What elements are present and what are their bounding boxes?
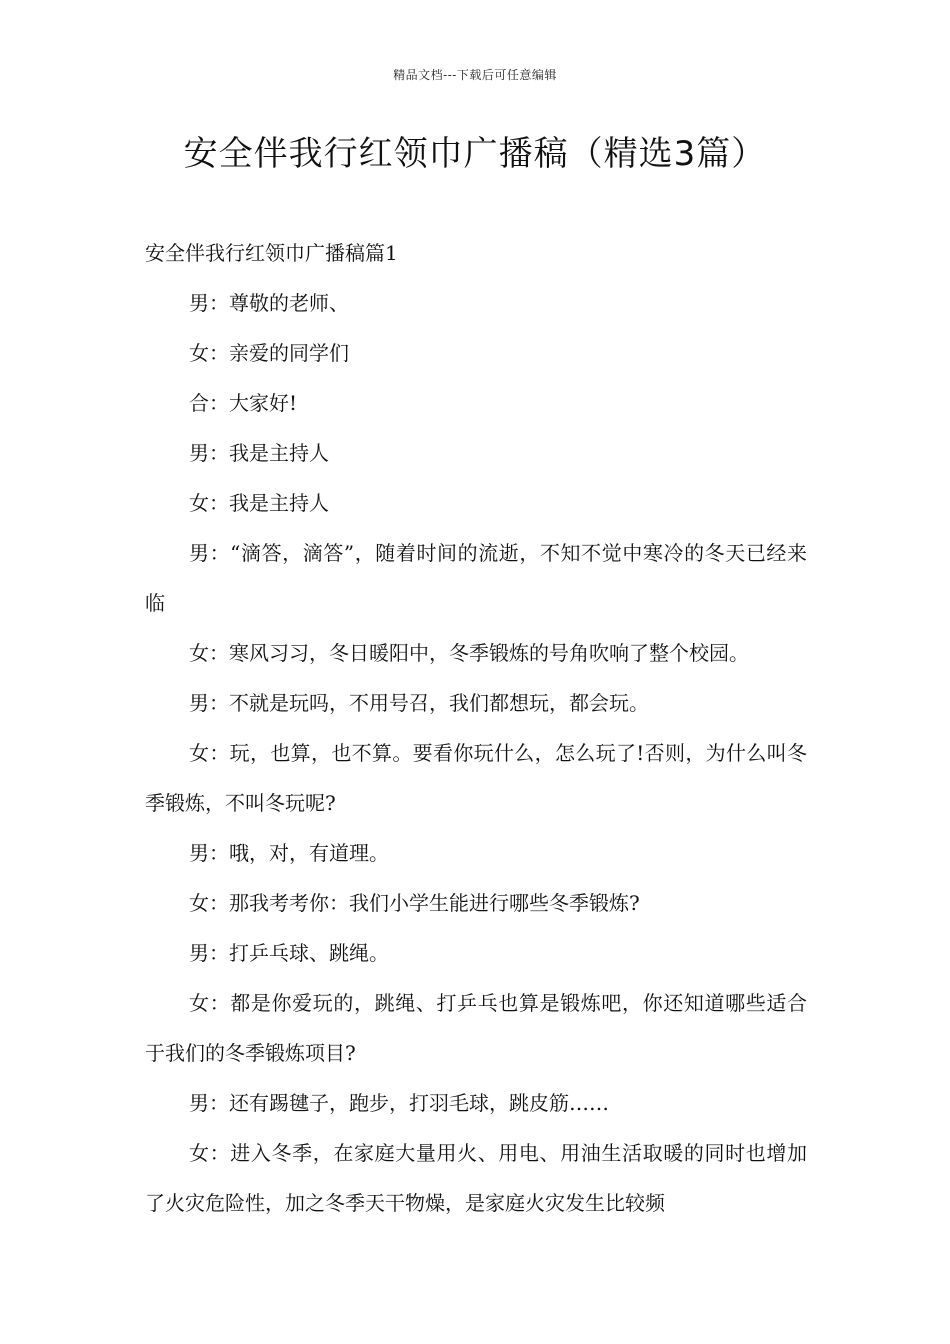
paragraph: 女：亲爱的同学们 xyxy=(189,341,349,365)
paragraph: 男：打乒乓球、跳绳。 xyxy=(189,941,389,965)
paragraph: 女：都是你爱玩的，跳绳、打乒乓也算是锻炼吧，你还知道哪些适合于我们的冬季锻炼项目? xyxy=(145,991,807,1065)
section-heading: 安全伴我行红领巾广播稿篇1 xyxy=(145,241,398,265)
paragraph: 女：进入冬季，在家庭大量用火、用电、用油生活取暖的同时也增加了火灾危险性，加之冬季天干物燥，是家庭火灾发生比较频 xyxy=(145,1141,807,1215)
paragraph: 合：大家好! xyxy=(189,391,298,415)
paragraph: 女：寒风习习，冬日暖阳中，冬季锻炼的号角吹响了整个校园。 xyxy=(189,641,749,665)
paragraph: 女：玩，也算，也不算。要看你玩什么，怎么玩了!否则，为什么叫冬季锻炼，不叫冬玩呢? xyxy=(145,741,807,815)
paragraph: 男：“滴答，滴答”，随着时间的流逝，不知不觉中寒冷的冬天已经来临 xyxy=(145,541,807,615)
paragraph: 男：哦，对，有道理。 xyxy=(189,841,389,865)
paragraph: 男：不就是玩吗，不用号召，我们都想玩，都会玩。 xyxy=(189,691,649,715)
paragraph: 女：我是主持人 xyxy=(189,491,329,515)
paragraph: 男：还有踢毽子，跑步，打羽毛球，跳皮筋…… xyxy=(189,1091,609,1115)
paragraph: 男：我是主持人 xyxy=(189,441,329,465)
document-title: 安全伴我行红领巾广播稿（精选3篇） xyxy=(183,134,767,174)
paragraph: 男：尊敬的老师、 xyxy=(189,291,349,315)
paragraph: 女：那我考考你：我们小学生能进行哪些冬季锻炼? xyxy=(189,891,640,915)
header-note: 精品文档---下载后可任意编辑 xyxy=(393,68,557,82)
document-body xyxy=(145,228,807,1228)
